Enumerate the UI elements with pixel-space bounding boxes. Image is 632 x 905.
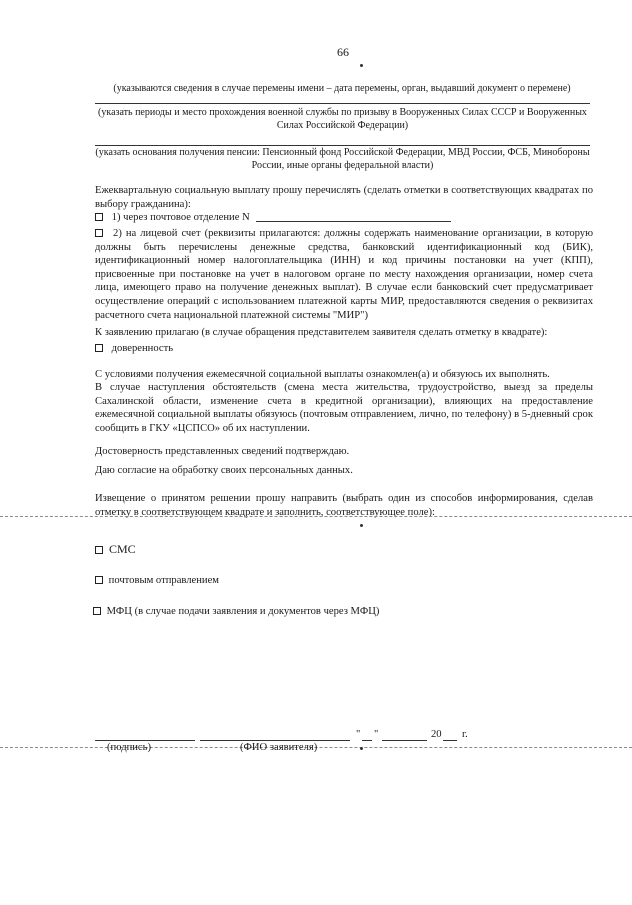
date-year-prefix: 20	[431, 729, 442, 740]
notify-option-post[interactable]	[95, 574, 219, 588]
payout-option-post-label: 1) через почтовое отделение N	[111, 212, 250, 223]
notify-option-mfc-label: МФЦ (в случае подачи заявления и документов через МФЦ)	[106, 606, 380, 617]
name-change-note: (указываются сведения в случае перемены имени – дата перемены, орган, выдавший документ о перемене)	[113, 83, 571, 94]
scan-mark	[360, 524, 363, 527]
date-quote-open: "	[356, 729, 361, 740]
notify-option-mfc[interactable]	[93, 605, 379, 619]
attachment-option-label: доверенность	[111, 343, 174, 354]
checkbox-post-office[interactable]	[95, 213, 103, 221]
payout-option-account-label: 2) на лицевой счет (реквизиты прилагаются: должны содержать наименование организации, в которую должны быть перечислены денежные средства, банковский идентификационный код (БИК), идентификационный номер налогоплательщика (ИНН) и код причины постановки на учет (КПП), присвоенные при постановке на учет в налоговом органе по месту нахождения организации, номер счета лица, имеющего право на получение денежных выплат). В случае если банковский счет предусматривает осуществление операций с использованием платежной карты МИР, предоставляются сведения о реквизитах расчетного счета национальной платежной системы "МИР")	[95, 228, 593, 321]
pension-line	[95, 145, 590, 146]
payout-option-account[interactable]	[95, 227, 593, 322]
checkbox-post[interactable]	[95, 576, 103, 584]
date-year-line	[443, 740, 457, 741]
military-line	[95, 103, 590, 104]
checkbox-power-of-attorney[interactable]	[95, 344, 103, 352]
date-month-line	[382, 740, 427, 741]
notify-option-sms[interactable]	[95, 542, 136, 557]
notify-option-sms-label: СМС	[109, 542, 136, 556]
consent-text: Даю согласие на обработку своих персональных данных.	[95, 465, 353, 476]
notify-option-post-label: почтовым отправлением	[108, 575, 219, 586]
notification-intro: Извещение о принятом решении прошу направить (выбрать один из способов информирования, сделав отметку в соответствующем квадрате и заполнить, соответствующее поле):	[95, 493, 593, 518]
date-quote-close: "	[374, 729, 379, 740]
confirm-text: Достоверность представленных сведений подтверждаю.	[95, 446, 350, 457]
checkbox-mfc[interactable]	[93, 607, 101, 615]
signature-label: (подпись)	[107, 742, 151, 753]
checkbox-sms[interactable]	[95, 546, 103, 554]
payout-intro: Ежеквартальную социальную выплату прошу перечислять (сделать отметки в соответствующих квадратах по выбору гражданина):	[95, 185, 593, 210]
name-label: (ФИО заявителя)	[240, 742, 318, 753]
conditions-line2: В случае наступления обстоятельств (смена места жительства, трудоустройство, выезд за пределы Сахалинской области, изменение счета в кредитной организации), влияющих на предоставление ежемесячной социальной выплаты обязуюсь (почтовым отправлением, лично, по телефону) в 5-дневный срок сообщить в ГКУ «ЦСПСО» об их наступлении.	[95, 382, 593, 434]
attachment-option[interactable]	[95, 342, 173, 356]
payout-option-post[interactable]	[95, 211, 593, 225]
checkbox-account[interactable]	[95, 229, 103, 237]
post-office-number-line[interactable]	[256, 211, 451, 222]
pension-note: (указать основания получения пенсии: Пенсионный фонд Российской Федерации, МВД России, ФСБ, Минобороны России, иные органы федеральной власти)	[95, 147, 590, 171]
page-number: 66	[337, 45, 349, 59]
scan-fold-line	[0, 516, 632, 517]
attachments-intro: К заявлению прилагаю (в случае обращения представителем заявителя сделать отметку в квадрате):	[95, 327, 548, 338]
scan-mark	[360, 64, 363, 67]
date-year-suffix: г.	[462, 729, 468, 740]
military-note: (указать периоды и место прохождения военной службы по призыву в Вооруженных Силах СССР и Вооруженных Силах Российской Федерации)	[98, 107, 587, 131]
date-day-line	[362, 740, 372, 741]
scan-mark	[360, 747, 363, 750]
conditions-line1: С условиями получения ежемесячной социальной выплаты ознакомлен(а) и обязуюсь их выполнять.	[95, 369, 550, 380]
